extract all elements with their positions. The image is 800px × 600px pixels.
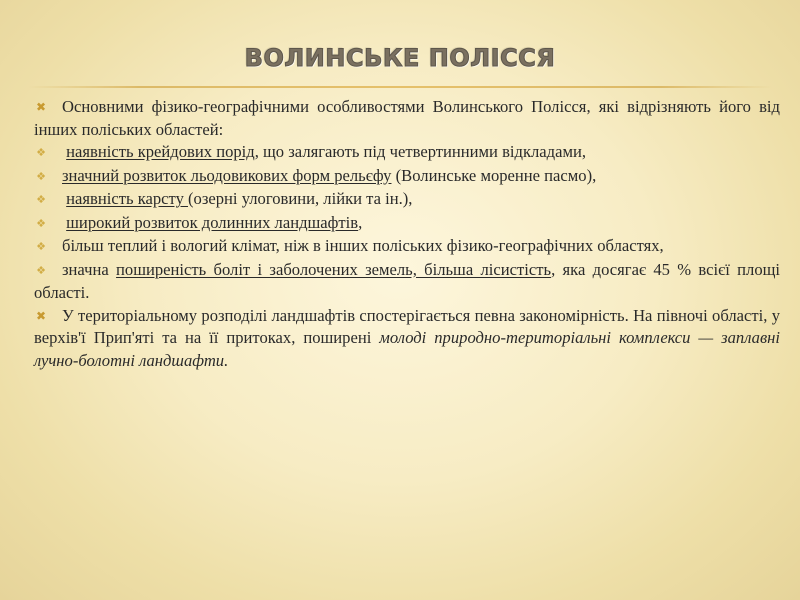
- bullet-paragraph: [6, 235, 780, 259]
- x-bullet-icon: ✖: [35, 308, 47, 323]
- diamond-bullet-icon: ❖: [36, 146, 46, 159]
- text-run: більш теплий і вологий клімат, ніж в інших поліських фізико-географічних областях,: [62, 236, 664, 255]
- bullet-paragraph: [6, 165, 780, 189]
- bullet-paragraph: [6, 259, 780, 305]
- bullet-paragraph: [6, 96, 780, 141]
- italic-text: молоді природно-територіальні комплекси — заплавні лучно-болотні ландшафти.: [34, 328, 780, 370]
- bullet-paragraph: [6, 141, 780, 165]
- bullet-paragraph: [6, 188, 780, 212]
- text-run: значна: [62, 259, 117, 279]
- x-bullet-icon: ✖: [35, 100, 47, 114]
- slide-title: ВОЛИНСЬКЕ ПОЛІССЯ: [244, 44, 556, 72]
- text-run: У територіальному розподілі ландшафтів спостерігається певна закономірність. На півночі області, у верхів'ї Прип'яті та на її притоках, поширені: [34, 305, 780, 347]
- text-run: ,: [358, 212, 363, 232]
- diamond-bullet-icon: ❖: [36, 263, 46, 277]
- bullet-paragraph: [6, 305, 780, 373]
- text-run: , яка досягає 45 % всієї площі області.: [34, 259, 781, 302]
- slide-body: [34, 96, 780, 372]
- diamond-bullet-icon: ❖: [36, 169, 46, 183]
- text-run: Основними фізико-географічними особливостями Волинського Полісся, які відрізняють його від інших поліських областей:: [34, 97, 780, 139]
- title-divider: [28, 86, 772, 88]
- underlined-text: наявність крейдових порід: [66, 142, 255, 161]
- underlined-text: значний розвиток льодовикових форм рельєфу: [62, 165, 392, 185]
- bullet-paragraph: [6, 212, 780, 236]
- diamond-bullet-icon: ❖: [36, 240, 46, 253]
- underlined-text: наявність карсту: [66, 189, 189, 208]
- text-run: , що залягають під четвертинними відкладами,: [254, 142, 587, 161]
- text-run: (Волинське моренне пасмо),: [391, 165, 597, 185]
- underlined-text: поширеність боліт і заболочених земель, більша лісистість: [116, 259, 552, 279]
- text-run: (озерні улоговини, лійки та ін.),: [188, 189, 413, 208]
- diamond-bullet-icon: ❖: [36, 216, 46, 230]
- underlined-text: широкий розвиток долинних ландшафтів: [66, 212, 359, 232]
- diamond-bullet-icon: ❖: [36, 193, 46, 206]
